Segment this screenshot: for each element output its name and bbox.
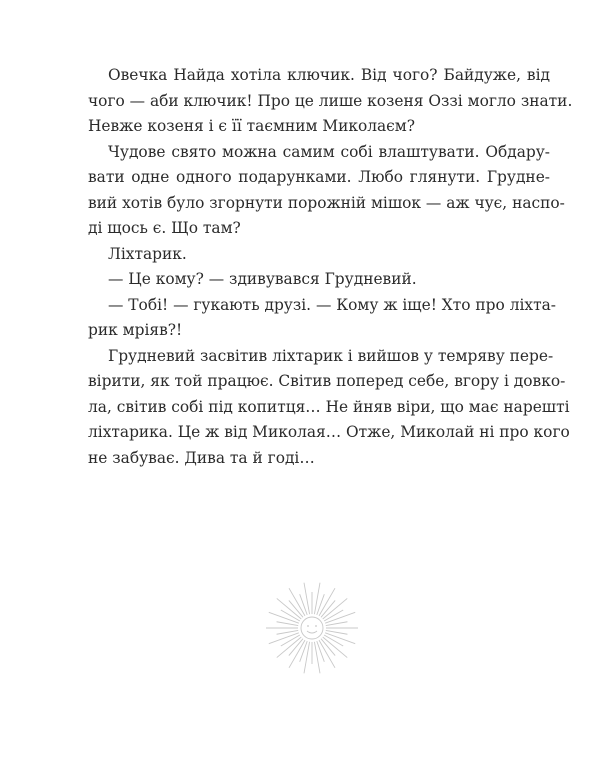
paragraph	[88, 63, 573, 140]
sun-ray	[323, 637, 348, 658]
text-line: вати одне одного подарунками. Любо глянути. Грудне-	[88, 168, 550, 186]
sun-ray	[326, 630, 348, 634]
text-line: Ліхтарик.	[108, 244, 187, 263]
sun-eye	[315, 625, 317, 627]
text-line: Овечка Найда хотіла ключик. Від чого? Байдуже, від	[108, 66, 550, 84]
sun-ray	[317, 641, 325, 662]
text-line: не забуває. Дива та й годі…	[88, 448, 315, 467]
sun-ray	[277, 598, 302, 619]
text-line: — Тобі! — гукають друзі. — Кому ж іще! Хто про ліхта-	[108, 295, 556, 314]
text-line: ла, світив собі під копитця… Не йняв віри, що має нарешті	[88, 397, 570, 416]
paragraph	[88, 140, 565, 242]
paragraph	[88, 344, 570, 472]
text-line: рик мріяв?!	[88, 321, 183, 339]
text-line: — Це кому? — здивувався Грудневий.	[108, 270, 417, 288]
paragraph	[88, 293, 556, 344]
sun-ray	[300, 641, 308, 662]
sun-ray	[317, 594, 325, 615]
sun-face	[301, 617, 323, 639]
text-line: Чудове свято можна самим собі влаштувати. Обдару-	[108, 142, 550, 161]
text-line: вий хотів було згорнути порожній мішок — аж чує, наспо-	[88, 193, 565, 212]
story-text	[88, 63, 573, 471]
sun-eye	[307, 625, 309, 627]
sun-ray	[277, 637, 302, 658]
sun-smile	[307, 631, 317, 633]
text-line: Невже козеня і є її таємним Миколаєм?	[88, 117, 416, 135]
sun-ray	[277, 630, 299, 634]
text-line: вірити, як той працює. Світив поперед себе, вгору і довко-	[88, 372, 566, 390]
text-line: ліхтарика. Це ж від Миколая… Отже, Миколай ні про кого	[88, 423, 570, 441]
paragraph	[88, 242, 550, 268]
text-line: ді щось є. Що там?	[88, 219, 241, 237]
text-line: Грудневий засвітив ліхтарик і вийшов у темряву пере-	[108, 346, 554, 365]
sun-ray	[323, 598, 348, 619]
sun-ray	[277, 622, 299, 626]
sun-icon	[262, 578, 362, 678]
text-line: чого — аби ключик! Про це лише козеня Оззі могло знати.	[88, 91, 573, 110]
paragraph	[88, 267, 550, 293]
sun-ray	[326, 622, 348, 626]
sun-ray	[300, 594, 308, 615]
